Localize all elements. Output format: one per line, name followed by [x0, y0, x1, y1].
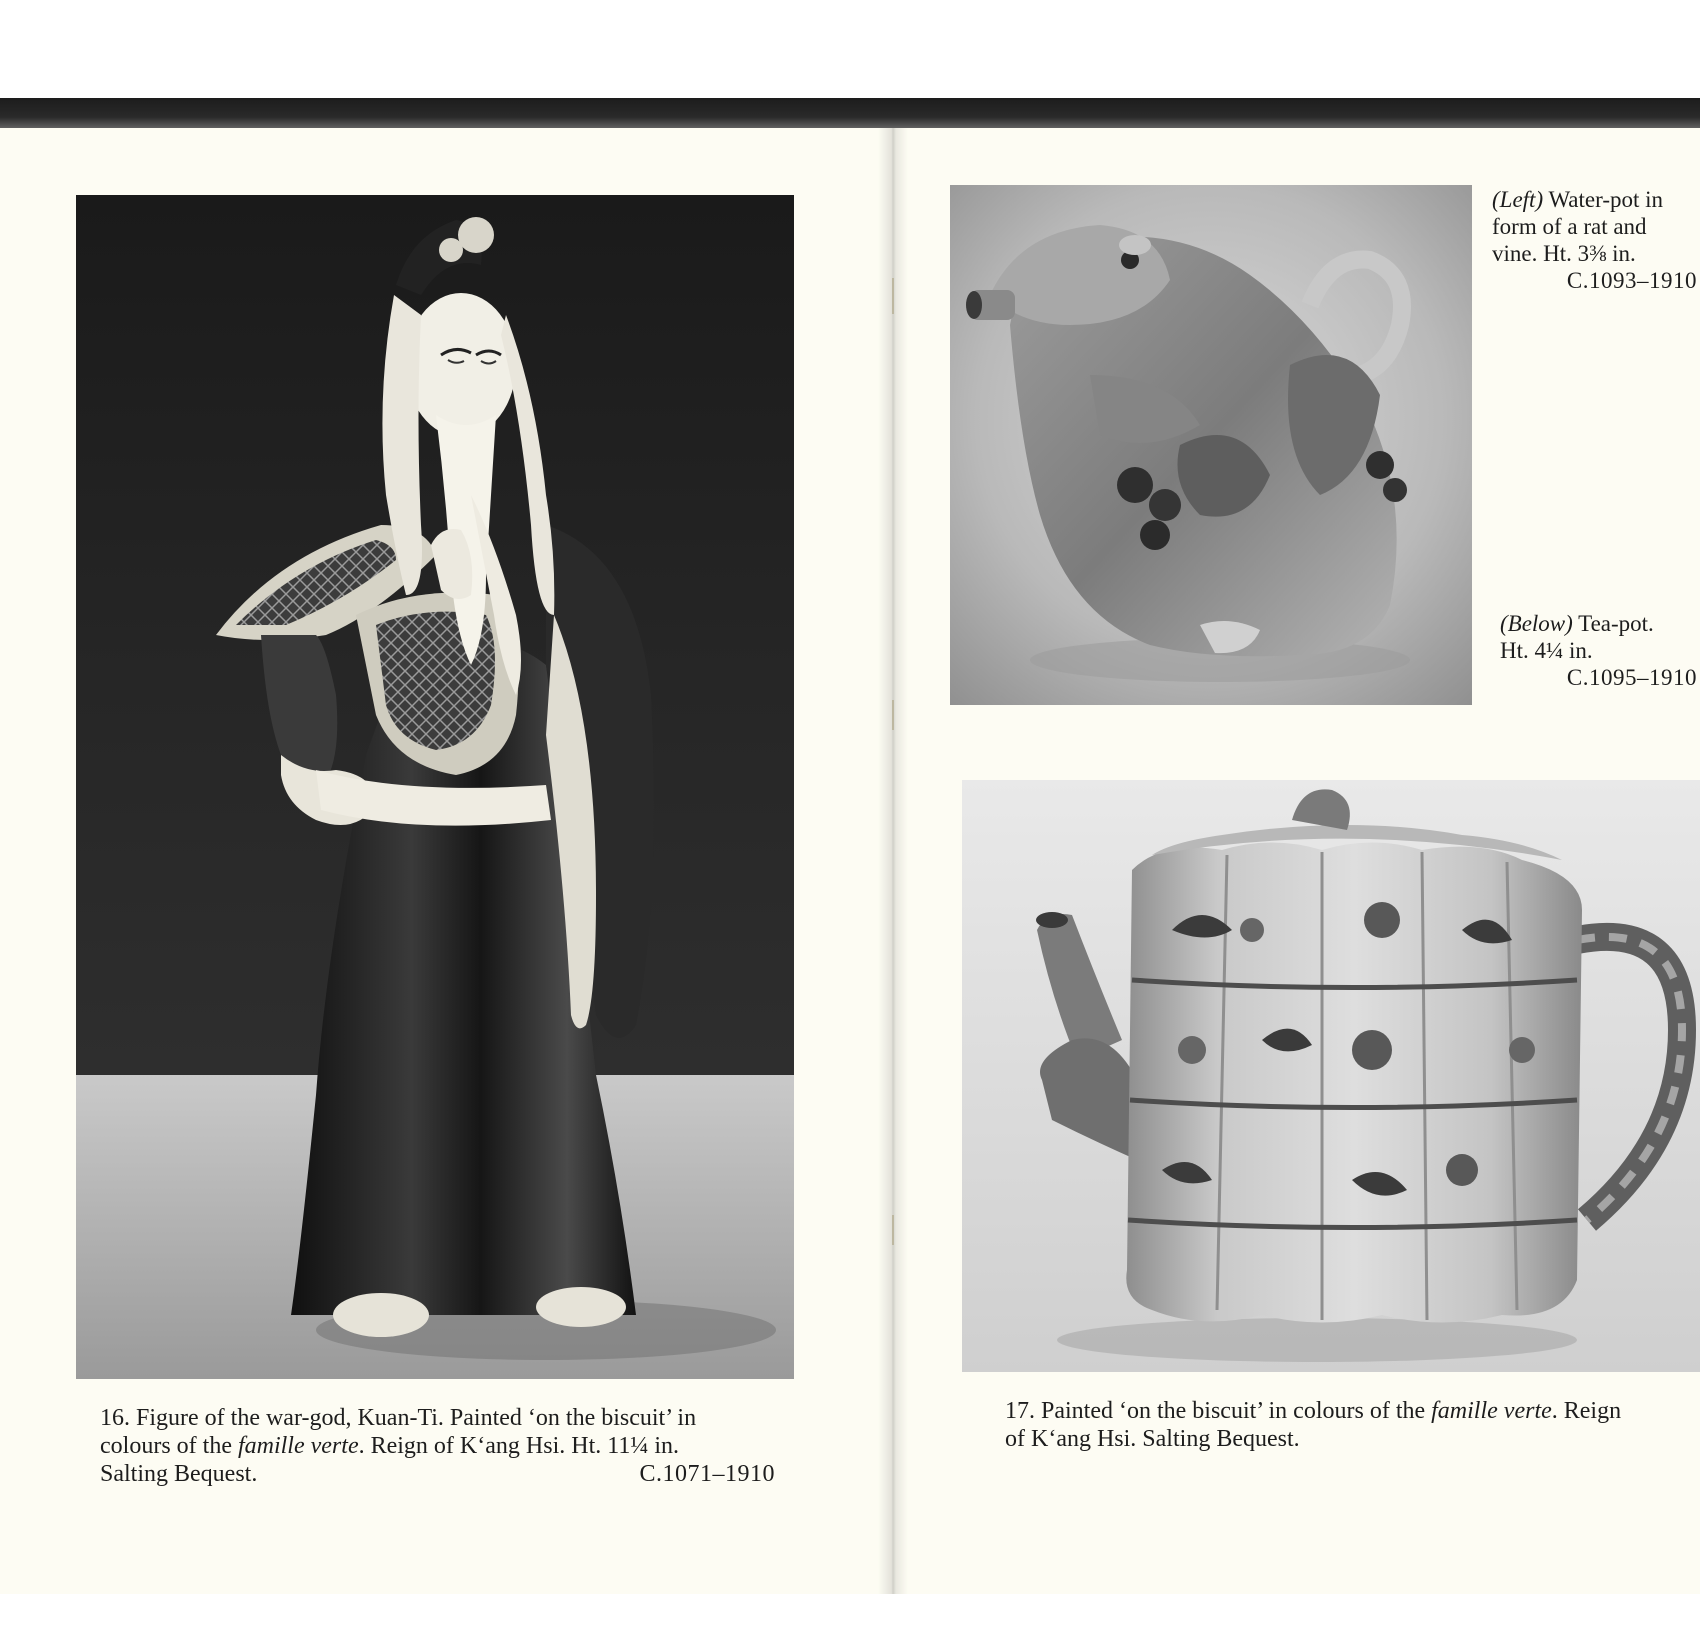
plate-16-photo — [76, 195, 794, 1379]
tea-pot-caption-line-2: Ht. 4¼ in. — [1500, 638, 1593, 663]
plate-16-caption — [100, 1404, 775, 1488]
tea-pot-photo — [962, 780, 1700, 1372]
water-pot-caption-line-3: vine. Ht. 3⅜ in. — [1492, 241, 1636, 266]
left-label-italic: (Left) — [1492, 187, 1544, 212]
water-pot-photo — [950, 185, 1472, 705]
museum-reference-tea-pot: C.1095–1910 — [1566, 665, 1697, 690]
caption-16-line-3 — [100, 1460, 775, 1488]
salting-bequest-text: Salting Bequest. — [100, 1461, 258, 1487]
rat-water-pot-image — [950, 185, 1472, 705]
famille-verte-italic: famille verte — [1431, 1398, 1552, 1424]
museum-reference-water-pot: C.1093–1910 — [1566, 268, 1697, 293]
famille-verte-tea-pot-image — [962, 780, 1700, 1372]
water-pot-caption-line-2: form of a rat and — [1492, 214, 1647, 239]
water-pot-caption — [1492, 186, 1697, 294]
binding-stitch — [892, 1215, 894, 1245]
page-top-shadow — [0, 98, 1700, 130]
caption-16-line-1: 16. Figure of the war-god, Kuan-Ti. Painted ‘on the biscuit’ in — [100, 1405, 697, 1431]
scan-bottom-margin — [0, 1594, 1700, 1643]
water-pot-caption-line-1: (Left) Water-pot in — [1492, 187, 1664, 212]
tea-pot-caption-line-1: (Below) Tea-pot. — [1500, 611, 1654, 636]
binding-stitch — [892, 700, 894, 730]
plate-17-caption — [1005, 1397, 1695, 1453]
caption-17-line-1: 17. Painted ‘on the biscuit’ in colours of the famille verte. Reign — [1005, 1398, 1622, 1424]
book-gutter — [878, 128, 908, 1596]
caption-17-line-2: of K‘ang Hsi. Salting Bequest. — [1005, 1426, 1300, 1452]
caption-16-line-2: colours of the famille verte. Reign of K‘ang Hsi. Ht. 11¼ in. — [100, 1433, 680, 1459]
tea-pot-caption — [1500, 610, 1697, 691]
binding-stitch — [892, 278, 894, 314]
museum-reference-16: C.1071–1910 — [639, 1461, 775, 1487]
famille-verte-italic: famille verte — [237, 1433, 359, 1459]
kuan-ti-figure-image — [76, 195, 794, 1379]
below-label-italic: (Below) — [1500, 611, 1573, 636]
